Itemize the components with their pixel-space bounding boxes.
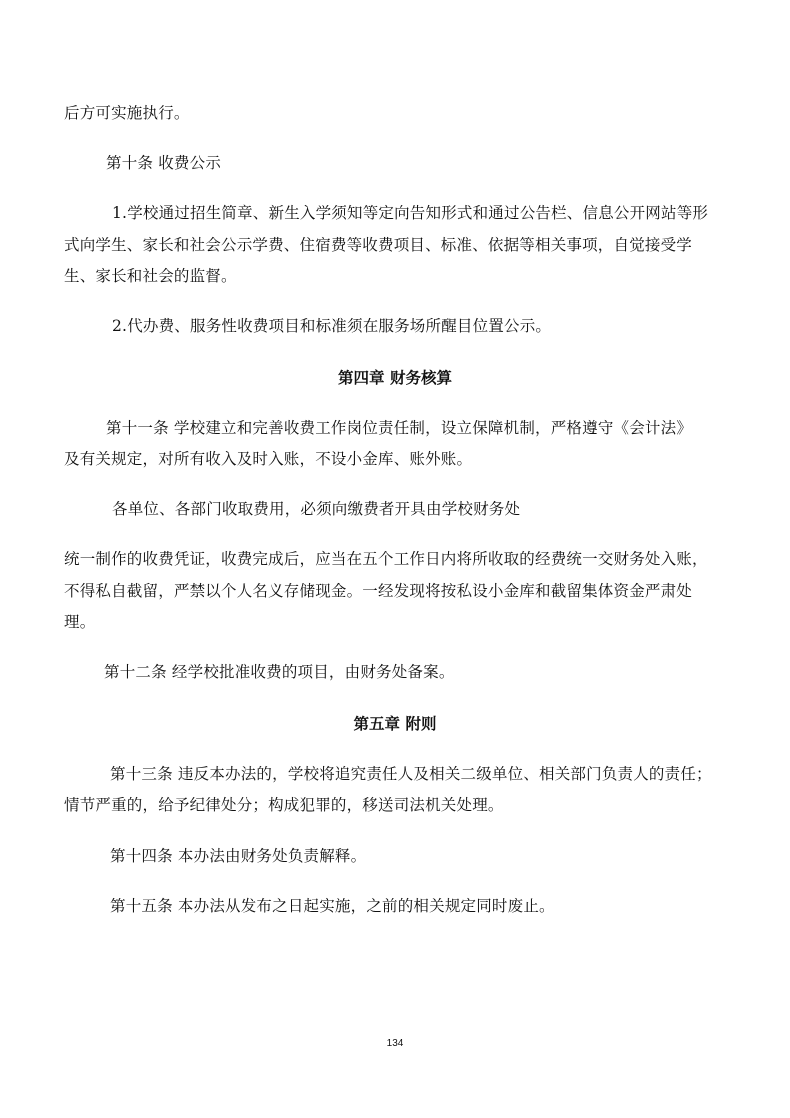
article-14: 第十四条 本办法由财务处负责解释。 [110, 847, 367, 865]
article-10-item-2: 2.代办费、服务性收费项目和标准须在服务场所醒目位置公示。 [112, 317, 552, 335]
article-11-paragraph-2-line-4: 理。 [64, 613, 96, 631]
article-10-item-1-line-2: 式向学生、家长和社会公示学费、住宿费等收费项目、标准、依据等相关事项，自觉接受学 [64, 236, 693, 254]
article-13-line-2: 情节严重的，给予纪律处分；构成犯罪的，移送司法机关处理。 [64, 796, 504, 814]
article-10-item-1-line-1: 1.学校通过招生简章、新生入学须知等定向告知形式和通过公告栏、信息公开网站等形 [112, 204, 709, 222]
article-13-line-1: 第十三条 违反本办法的，学校将追究责任人及相关二级单位、相关部门负责人的责任； [110, 765, 712, 783]
article-11-paragraph-2-line-3: 不得私自截留，严禁以个人名义存储现金。一经发现将按私设小金库和截留集体资金严肃处 [64, 582, 693, 600]
article-11-paragraph-2-line-1: 各单位、各部门收取费用，必须向缴费者开具由学校财务处 [112, 500, 521, 518]
article-15: 第十五条 本办法从发布之日起实施，之前的相关规定同时废止。 [110, 897, 555, 915]
page-number: 134 [386, 1038, 404, 1049]
article-10-title: 第十条 收费公示 [106, 154, 222, 172]
article-12: 第十二条 经学校批准收费的项目，由财务处备案。 [104, 663, 455, 681]
article-10-item-1-line-3: 生、家长和社会的监督。 [64, 267, 237, 285]
article-11-line-2: 及有关规定，对所有收入及时入账，不设小金库、账外账。 [64, 450, 473, 468]
article-11-paragraph-2-line-2: 统一制作的收费凭证，收费完成后，应当在五个工作日内将所收取的经费统一交财务处入账， [64, 550, 708, 568]
chapter-4-heading: 第四章 财务核算 [338, 369, 452, 387]
text-line-continuation: 后方可实施执行。 [64, 104, 190, 122]
chapter-5-heading: 第五章 附则 [353, 715, 437, 733]
article-11-line-1: 第十一条 学校建立和完善收费工作岗位责任制，设立保障机制，严格遵守《会计法》 [106, 419, 693, 437]
